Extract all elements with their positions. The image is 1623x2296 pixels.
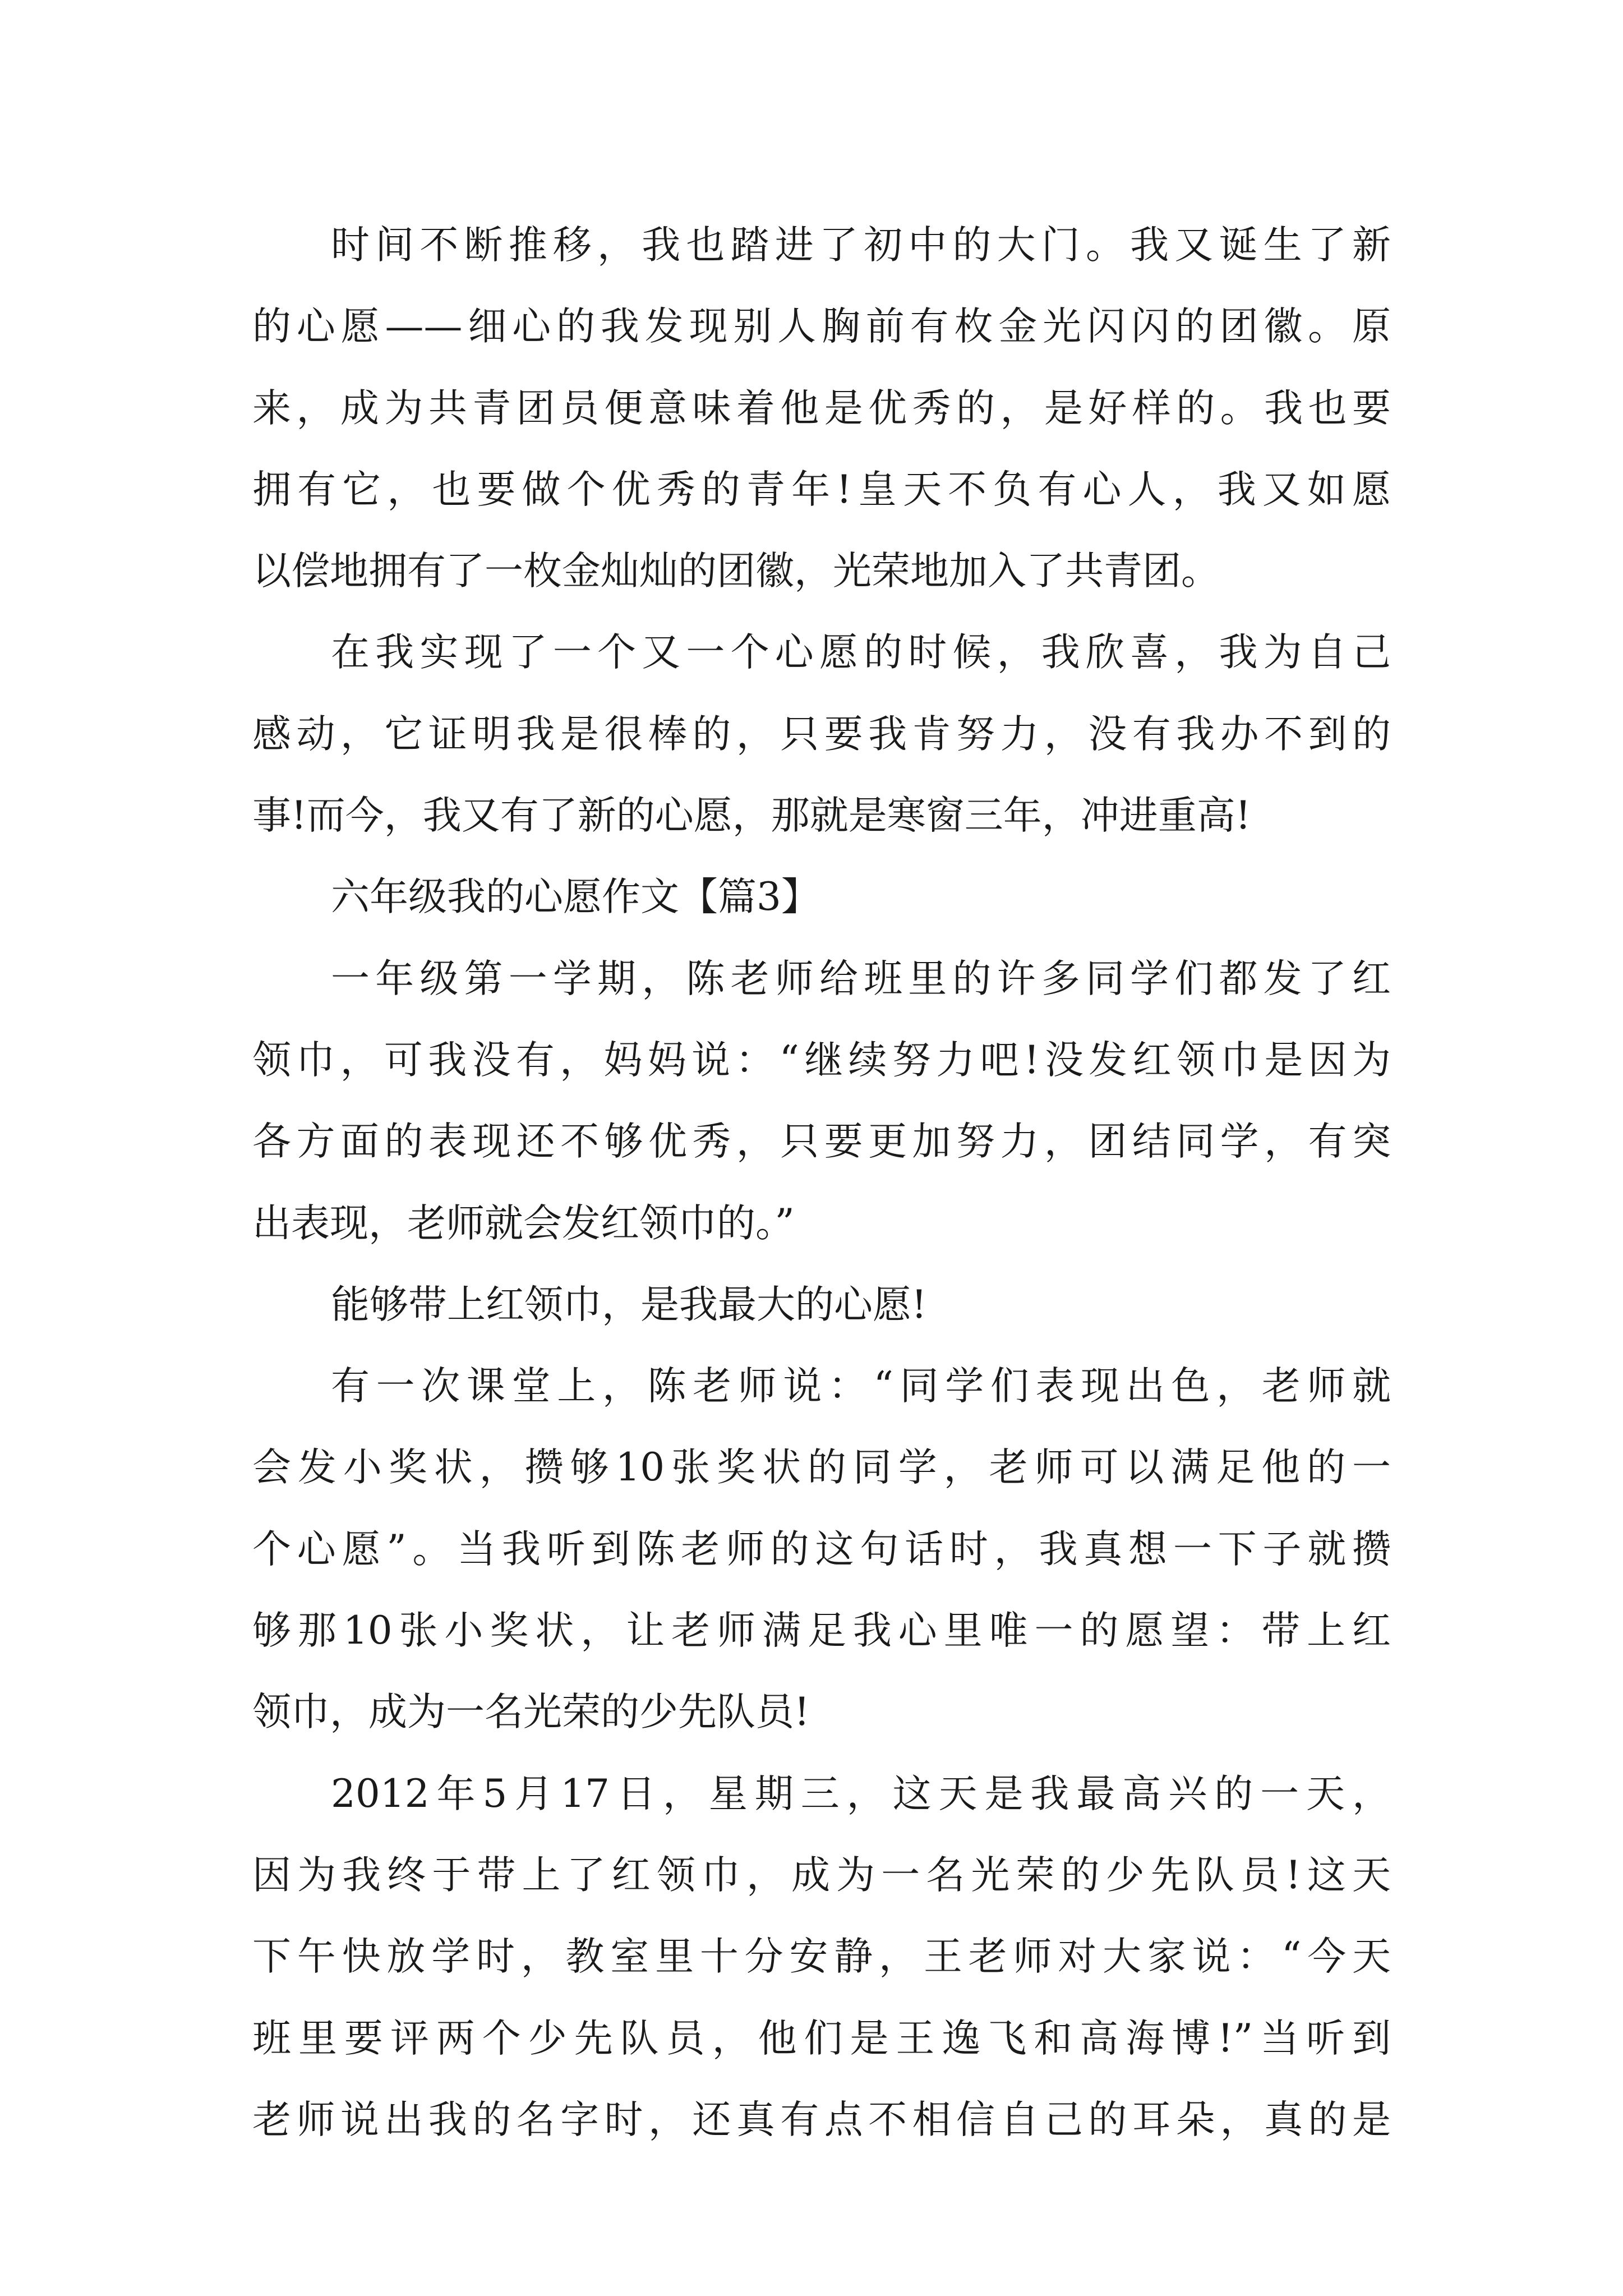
- document-body: [252, 205, 1391, 2161]
- text-line: 各方面的表现还不够优秀，只要更加努力，团结同学，有突: [252, 1119, 1391, 1165]
- paragraph: [252, 1754, 1391, 2161]
- text-line: 以偿地拥有了一枚金灿灿的团徽，光荣地加入了共青团。: [252, 549, 1220, 594]
- text-line: 六年级我的心愿作文【篇3】: [331, 875, 820, 920]
- text-line: 个心愿”。当我听到陈老师的这句话时，我真想一下子就攒: [252, 1526, 1391, 1572]
- paragraph: [252, 1346, 1391, 1753]
- text-line: 下午快放学时，教室里十分安静，王老师对大家说：“今天: [252, 1934, 1391, 1980]
- text-line: 老师说出我的名字时，还真有点不相信自己的耳朵，真的是: [252, 2097, 1391, 2142]
- text-line: 一年级第一学期，陈老师给班里的许多同学们都发了红: [331, 956, 1391, 1001]
- section-heading: [252, 857, 1391, 938]
- text-line: 能够带上红领巾，是我最大的心愿!: [331, 1282, 927, 1327]
- text-line: 拥有它，也要做个优秀的青年!皇天不负有心人，我又如愿: [252, 467, 1391, 512]
- text-line: 领巾，成为一名光荣的少先队员!: [252, 1690, 810, 1735]
- text-line: 来，成为共青团员便意味着他是优秀的，是好样的。我也要: [252, 385, 1391, 431]
- text-line: 感动，它证明我是很棒的，只要我肯努力，没有我办不到的: [252, 711, 1391, 757]
- text-line: 领巾，可我没有，妈妈说：“继续努力吧!没发红领巾是因为: [252, 1037, 1391, 1083]
- text-line: 班里要评两个少先队员，他们是王逸飞和高海博!”当听到: [252, 2016, 1391, 2061]
- text-line: 事!而今，我又有了新的心愿，那就是寒窗三年，冲进重高!: [252, 793, 1251, 839]
- text-line: 出表现，老师就会发红领巾的。”: [252, 1200, 795, 1246]
- text-line: 有一次课堂上，陈老师说：“同学们表现出色，老师就: [331, 1364, 1391, 1409]
- text-line: 2012年5月17日，星期三，这天是我最高兴的一天，: [331, 1771, 1391, 1816]
- text-line: 因为我终于带上了红领巾，成为一名光荣的少先队员!这天: [252, 1852, 1391, 1898]
- paragraph: [252, 205, 1391, 612]
- paragraph: [252, 938, 1391, 1264]
- paragraph: [252, 612, 1391, 857]
- text-line: 的心愿——细心的我发现别人胸前有枚金光闪闪的团徽。原: [252, 304, 1391, 349]
- text-line: 会发小奖状，攒够10张奖状的同学，老师可以满足他的一: [252, 1445, 1391, 1490]
- text-line: 够那10张小奖状，让老师满足我心里唯一的愿望：带上红: [252, 1608, 1391, 1654]
- text-line: 在我实现了一个又一个心愿的时候，我欣喜，我为自己: [331, 630, 1391, 675]
- text-line: 时间不断推移，我也踏进了初中的大门。我又诞生了新: [331, 223, 1391, 268]
- paragraph: [252, 1264, 1391, 1346]
